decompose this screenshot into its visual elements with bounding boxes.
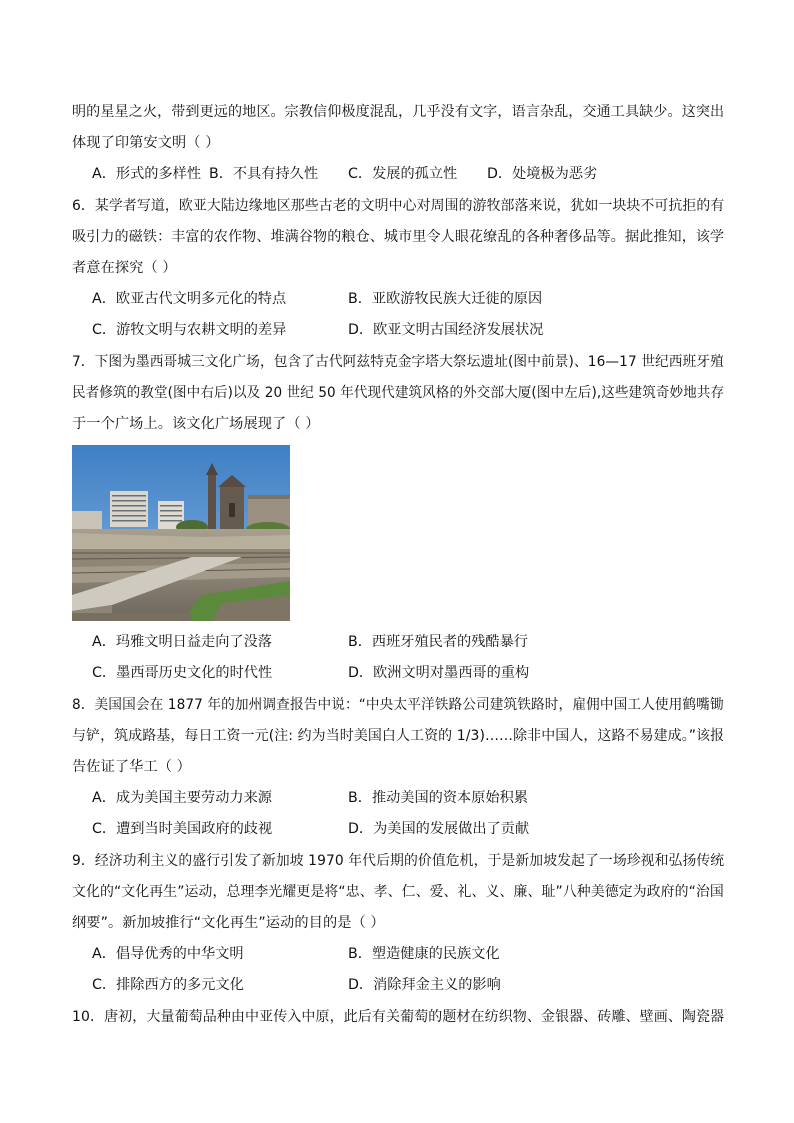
q8-stem-line-2: 与铲，筑成路基，每日工资一元(注: 约为当时美国白人工资的 1/3)……除非中国人，这路不易建成。”该报 <box>72 728 725 744</box>
q9-stem-line-3: 纲要”。新加坡推行“文化再生”运动的目的是（ ） <box>72 915 385 931</box>
q6-option-b: B．亚欧游牧民族大迁徙的原因 <box>348 291 543 307</box>
q8-option-c: C．遭到当时美国政府的歧视 <box>92 821 273 837</box>
q8-stem-line-1: 8．美国国会在 1877 年的加州调查报告中说：“中央太平洋铁路公司建筑铁路时，雇佣中国工人使用鹤嘴锄 <box>72 697 724 713</box>
three-cultures-plaza-photo <box>72 445 290 621</box>
q8-stem-line-3: 告佐证了华工（ ） <box>72 759 191 775</box>
q9-stem-line-2: 文化的“文化再生”运动，总理李光耀更是将“忠、孝、仁、爱、礼、义、廉、耻”八种美德定为政府的“治国 <box>72 884 724 900</box>
intro-option-d: D．处境极为恶劣 <box>487 166 598 182</box>
q6-stem-line-3: 者意在探究（ ） <box>72 260 177 276</box>
q9-option-d: D．消除拜金主义的影响 <box>348 977 501 993</box>
intro-text-line-1: 明的星星之火，带到更远的地区。宗教信仰极度混乱，几乎没有文字，语言杂乱，交通工具缺少。这突出 <box>72 104 725 120</box>
q9-stem-line-1: 9．经济功利主义的盛行引发了新加坡 1970 年代后期的价值危机，于是新加坡发起了一场珍视和弘扬传统 <box>72 853 725 869</box>
q8-option-a: A．成为美国主要劳动力来源 <box>92 790 272 806</box>
q7-option-c: C．墨西哥历史文化的时代性 <box>92 665 273 681</box>
q7-stem-line-1: 7．下图为墨西哥城三文化广场，包含了古代阿兹特克金字塔大祭坛遗址(图中前景)、16—17 世纪西班牙殖 <box>72 354 724 370</box>
q6-stem-line-1: 6．某学者写道，欧亚大陆边缘地区那些古老的文明中心对周围的游牧部落来说，犹如一块块不可抗拒的有 <box>72 198 725 214</box>
q8-option-b: B．推动美国的资本原始积累 <box>348 790 528 806</box>
q9-option-a: A．倡导优秀的中华文明 <box>92 946 244 962</box>
q6-option-a: A．欧亚古代文明多元化的特点 <box>92 291 287 307</box>
intro-option-c: C．发展的孤立性 <box>348 166 458 182</box>
q7-stem-line-3: 于一个广场上。该文化广场展现了（ ） <box>72 416 320 432</box>
q6-option-c: C．游牧文明与农耕文明的差异 <box>92 322 287 338</box>
q7-option-d: D．欧洲文明对墨西哥的重构 <box>348 665 530 681</box>
q8-option-d: D．为美国的发展做出了贡献 <box>348 821 530 837</box>
q9-option-c: C．排除西方的多元文化 <box>92 977 244 993</box>
q7-option-b: B．西班牙殖民者的残酷暴行 <box>348 634 528 650</box>
q6-option-d: D．欧亚文明古国经济发展状况 <box>348 322 544 338</box>
intro-option-a: A．形式的多样性 <box>92 166 202 182</box>
q9-option-b: B．塑造健康的民族文化 <box>348 946 500 962</box>
q10-stem-line-1: 10．唐初，大量葡萄品种由中亚传入中原，此后有关葡萄的题材在纺织物、金银器、砖雕、壁画、陶瓷器 <box>72 1009 725 1025</box>
q6-stem-line-2: 吸引力的磁铁：丰富的农作物、堆满谷物的粮仓、城市里令人眼花缭乱的各种奢侈品等。据此推知，该学 <box>72 229 725 245</box>
q7-stem-line-2: 民者修筑的教堂(图中右后)以及 20 世纪 50 年代现代建筑风格的外交部大厦(图中左后),这些建筑奇妙地共存 <box>72 385 725 401</box>
intro-option-b: B．不具有持久性 <box>209 166 319 182</box>
q7-option-a: A．玛雅文明日益走向了没落 <box>92 634 272 650</box>
intro-text-line-2: 体现了印第安文明（ ） <box>72 135 220 151</box>
